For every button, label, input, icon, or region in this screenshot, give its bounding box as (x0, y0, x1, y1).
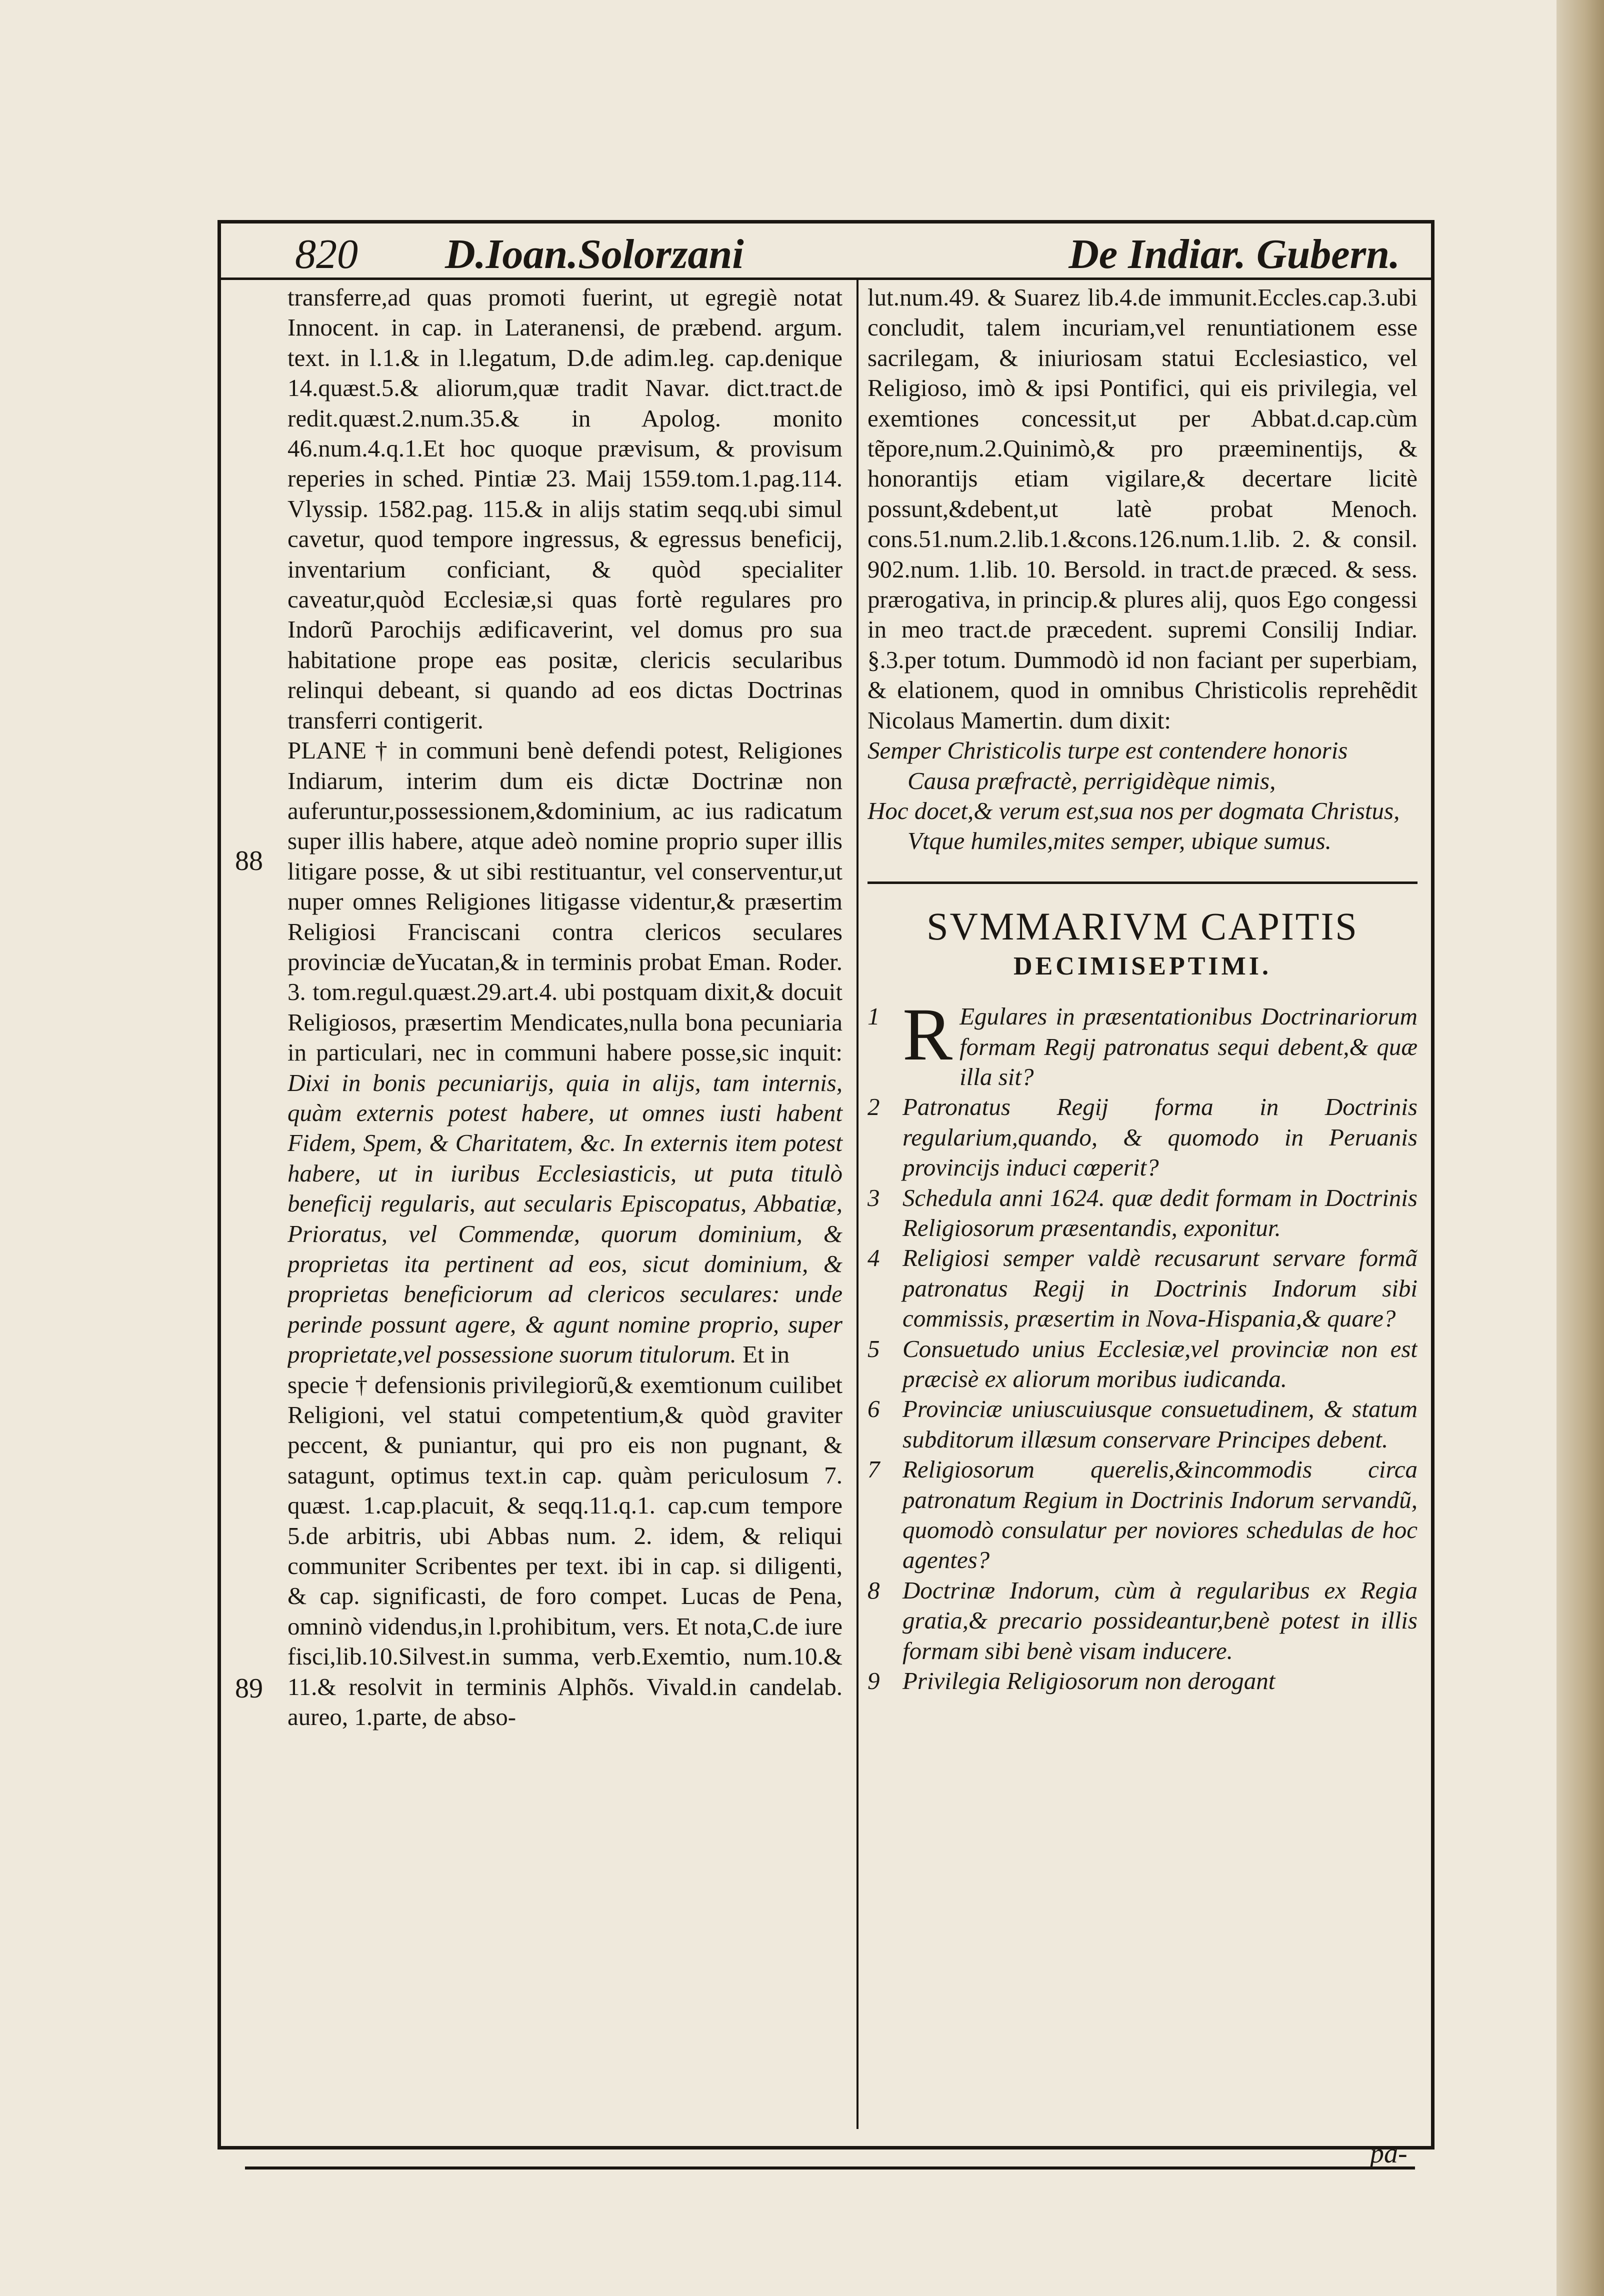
summary-item (868, 1183, 1418, 1244)
summary-item-text: Provinciæ uniuscuiusque consuetudinem, & statum subditorum illæsum conservare Principes debent. (902, 1395, 1418, 1453)
section-rule (868, 882, 1418, 884)
summary-subtitle: DECIMISEPTIMI. (1014, 952, 1272, 980)
summary-item (868, 1092, 1418, 1182)
page-number: 820 (295, 231, 358, 278)
summary-title: SVMMARIVM CAPITIS (926, 904, 1358, 948)
summary-item (868, 1243, 1418, 1334)
summary-item (868, 1394, 1418, 1454)
left-paragraph-1: transferre,ad quas promoti fuerint, ut egregiè notat Innocent. in cap. in Lateranensi, de præbend. argum. text. in l.1.& in l.legatum, D.de adim.leg. cap.denique 14.quæst.5.& aliorum,quæ tradit Navar. dict.tract.de redit.quæst.2.num.35.& in Apolog. monito 46.num.4.q.1.Et hoc quoque prævisum, & provisum reperies in sched. Pintiæ 23. Maij 1559.tom.1.pag.114. Vlyssip. 1582.pag. 115.& in alijs statim seqq.ubi simul cavetur, quod tempore ingressus, & egressus beneficij, inventarium conficiant, & quòd specialiter caveatur,quòd Ecclesiæ,si quas fortè regulares pro Indorũ Parochijs ædificaverint, vel domus pro sua habitatione prope eas positæ, clericis secularibus relinqui debeant, si quando ad eos dictas Doctrinas transferri contigerit. (288, 284, 842, 734)
summary-item (868, 1666, 1418, 1696)
summary-item-number: 1 (868, 1002, 880, 1030)
catchword: pa- (1370, 2138, 1408, 2169)
right-column (868, 282, 1418, 2102)
column-divider (856, 279, 858, 2129)
summary-item (868, 993, 1418, 1092)
summary-item-number: 9 (868, 1667, 880, 1695)
header-author: D.Ioan.Solorzani (445, 231, 744, 278)
header-title: De Indiar. Gubern. (1068, 231, 1400, 278)
summary-item-text: Consuetudo unius Ecclesiæ,vel provinciæ non est præcisè ex aliorum moribus iudicanda. (902, 1334, 1418, 1392)
left-column (288, 282, 852, 2102)
summary-item-number: 3 (868, 1184, 880, 1212)
summary-item-number: 7 (868, 1456, 880, 1484)
verse-line-2: Causa præfractè, perrigidèque nimis, (908, 766, 1276, 794)
verse-line-3: Hoc docet,& verum est,sua nos per dogmata Christus, (868, 796, 1400, 824)
left-paragraph-2-start: PLANE † in communi benè defendi potest, Religiones Indiarum, interim dum eis dictæ Doctrinæ non auferuntur,possessionem,&dominium, ac ius radicatum super illis habere, atque adeò nomine proprio super illis litigare posse, & ut sibi restituantur, vel conserventur,ut nuper omnes Religiones litigasse videntur,& præsertim Religiosi Franciscani contra clericos seculares provinciæ deYucatan,& in terminis probat Eman. Roder. 3. tom.regul.quæst.29.art.4. ubi postquam dixit,& docuit Religiosos, præsertim Mendicates,nulla bona pecuniaria in particulari, nec in communi habere posse,sic inquit: (288, 736, 842, 1066)
margin-number-89: 89 (235, 1673, 263, 1704)
margin-number-88: 88 (235, 846, 263, 876)
summary-item (868, 1454, 1418, 1576)
verse-line-1: Semper Christicolis turpe est contendere honoris (868, 736, 1348, 764)
summary-item-number: 5 (868, 1334, 880, 1362)
left-paragraph-2-end: Et in (742, 1340, 790, 1368)
drop-capital: R (902, 993, 953, 1076)
summary-item-number: 2 (868, 1093, 880, 1121)
summary-list (868, 993, 1418, 1696)
bottom-rule (245, 2166, 1415, 2170)
running-header (295, 225, 1405, 278)
summary-item (868, 1334, 1418, 1394)
summary-item-text: Egulares in præsentationibus Doctrinariorum formam Regij patronatus sequi debent,& quæ illa sit? (960, 1002, 1418, 1090)
summary-item (868, 1576, 1418, 1666)
header-rule (218, 278, 1434, 280)
summary-item-text: Schedula anni 1624. quæ dedit formam in Doctrinis Religiosorum præsentandis, exponitur. (902, 1184, 1418, 1242)
summary-item-text: Religiosi semper valdè recusarunt servare formã patronatus Regij in Doctrinis Indorum sibi commissis, præsertim in Nova-Hispania,& quare? (902, 1244, 1418, 1332)
summary-item-number: 4 (868, 1244, 880, 1272)
summary-item-text: Religiosorum querelis,&incommodis circa patronatum Regium in Doctrinis Indorum servandũ, quomodò consulatur per noviores schedulas de hoc agentes? (902, 1456, 1418, 1574)
left-paragraph-2-quote: Dixi in bonis pecuniarijs, quia in alijs, tam internis, quàm externis potest habere, ut omnes iusti habent Fidem, Spem, & Charitatem, &c. In externis item potest habere, ut in iuribus Ecclesiasticis, ut puta titulò beneficij regularis, aut secularis Episcopatus, Abbatiæ, Prioratus, vel Commendæ, quorum dominium, & proprietas ita pertinent ad eos, sicut dominium, & proprietas beneficiorum ad clericos seculares: unde perinde possunt agere, & agunt nomine proprio, super proprietate,vel possessione suorum titulorum. (288, 1068, 842, 1368)
summary-item-text: Patronatus Regij forma in Doctrinis regularium,quando, & quomodo in Peruanis provincijs induci cœperit? (902, 1093, 1418, 1182)
left-paragraph-2 (288, 736, 842, 1370)
summary-item-text: Doctrinæ Indorum, cùm à regularibus ex Regia gratia,& precario possideantur,benè potest in illis formam sibi benè visam inducere. (902, 1576, 1418, 1664)
book-binding (1556, 0, 1604, 2296)
summary-item-text: Privilegia Religiosorum non derogant (902, 1667, 1276, 1695)
right-paragraph-1: lut.num.49. & Suarez lib.4.de immunit.Eccles.cap.3.ubi concludit, talem incuriam,vel renuntiationem esse sacrilegam, & iniuriosam statui Ecclesiastico, vel Religioso, imò & ipsi Pontifici, qui eis privilegia, vel exemtiones concessit,ut per Abbat.d.cap.cùm tẽpore,num.2.Quinimò,& pro præeminentijs, & honorantijs etiam vigilare,& decertare licitè possunt,&debent,ut latè probat Menoch. cons.51.num.2.lib.1.&cons.126.num.1.lib. 2. & consil. 902.num. 1.lib. 10. Bersold. in tract.de præced. & sess. prærogativa, in princip.& plures alij, quos Ego congessi in meo tract.de præcedent. supremi Consilij Indiar. §.3.per totum. Dummodò id non faciant per superbiam, & elationem, quod in omnibus Christicolis reprehẽdit Nicolaus Mamertin. dum dixit: (868, 284, 1418, 734)
summary-item-number: 6 (868, 1395, 880, 1423)
verse-line-4: Vtque humiles,mites semper, ubique sumus. (908, 827, 1332, 855)
summary-item-number: 8 (868, 1576, 880, 1604)
left-paragraph-3: specie † defensionis privilegiorũ,& exemtionum cuilibet Religioni, vel statui competentium,& quòd graviter peccent, & puniantur, qui pro eis non pugnant, & satagunt, optimus text.in cap. quàm periculosum 7. quæst. 1.cap.placuit, & seqq.11.q.1. cap.cum tempore 5.de arbitris, ubi Abbas num. 2. idem, & reliqui communiter Scribentes per text. ibi in cap. si diligenti, & cap. significasti, de foro compet. Lucas de Pena, omninò videndus,in l.prohibitum, vers. Et nota,C.de iure fisci,lib.10.Silvest.in summa, verb.Exemtio, num.10.& 11.& resolvit in terminis Alphõs. Vivald.in candelab. aureo, 1.parte, de abso- (288, 1370, 842, 1731)
